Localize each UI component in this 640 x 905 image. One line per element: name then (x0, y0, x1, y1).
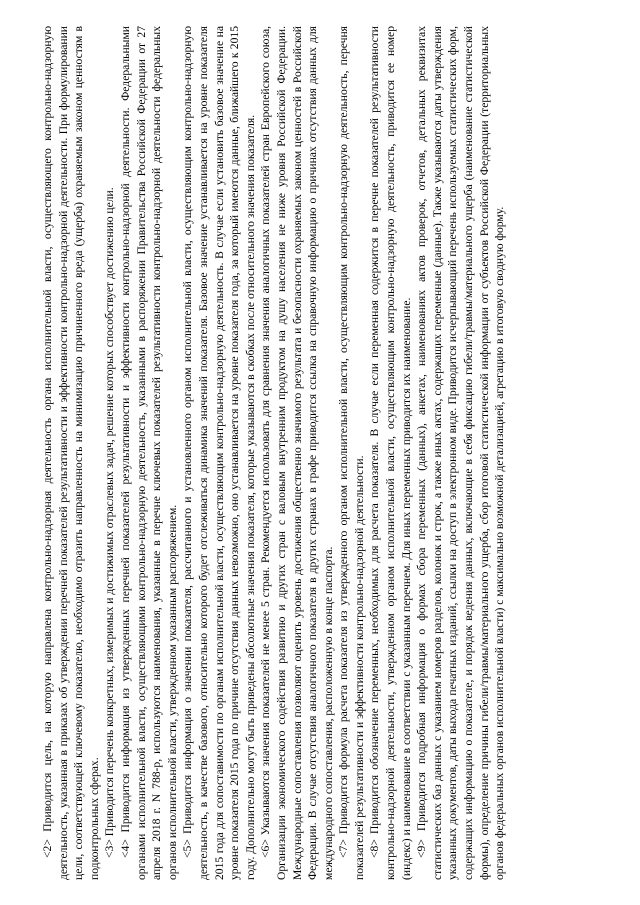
footnote-3: <3> Приводится перечень конкретных, измеримых и достижимых отраслевых задач, решение которых способствует достижению цели. (103, 186, 117, 858)
footnote-6: <6> Указываются значения показателей не менее 5 стран. Рекомендуется использовать для сравнения значения аналогичных показателей стран Европейского союза, Организации экономического содействия развитию и других стран с валовым внутренним продуктом на душу населения не ниже уровня Российской Федерации. Международные сопоставления позволяют оценить уровень достижения общественно значимого результата и безопасности охраняемых законом ценностей в Российской Федерации. В случае отсутствия аналогичного показателя в других странах в графе приводится ссылка на справочную информацию о причинах отсутствия данных для международного сопоставления, расположенную в конце паспорта. (259, 25, 335, 880)
footnote-9: <9> Приводится подробная информация о формах сбора переменных (данных), анкетах, наименованиях актов проверок, отчетов, детальных реквизитах статистических баз данных с указанием номеров разделов, колонок и строк, а также иных актах, содержащих переменные (данные). Также указываются даты утверждения указанных документов, даты выхода печатных изданий, ссылки на доступ в электронном виде. Приводится исчерпывающий перечень используемых статистических форм, содержащих информацию о показателе, и порядок ведения данных, включающие в себя фиксацию гибели/травмы/материального ущерба (наименование статистической формы), определение причины гибели/травмы/материального ущерба, сбор итоговой статистической информации от субъектов Российской Федерации (территориальных органов федеральных органов исполнительной власти) с максимально возможной детализацией, агрегацию в итоговую сводную форму. (415, 25, 507, 880)
footnote-4: <4> Приводится информация из утвержденных перечней показателей результативности и эффективности контрольно-надзорной деятельности. Федеральными органами исполнительной власти, осуществляющими контрольно-надзорную деятельность, указанными в распоряжении Правительства Российской Федерации от 27 апреля 2018 г. N 788-р, используются наименования, указанные в перечне ключевых показателей результативности контрольно-надзорной деятельности федеральных органов исполнительной власти, утвержденном указанным распоряжением. (118, 25, 179, 880)
footnote-7: <7> Приводится формула расчета показателя из утвержденного органом исполнительной власти, осуществляющим контрольно-надзорную деятельность, перечня показателей результативности и эффективности контрольно-надзорной деятельности. (337, 25, 366, 880)
footnote-5: <5> Приводится информация о значении показателя, рассчитанного и установленного органом исполнительной власти, осуществляющим контрольно-надзорную деятельность, в качестве базового, относительно которого будет отслеживаться динамика значений показателя. Базовое значение устанавливается на уровне показателя 2015 года для сопоставимости по органам исполнительной власти, осуществляющим контрольно-надзорную деятельность. В случае если установить базовое значение на уровне показателя 2015 года по причине отсутствия данных невозможно, оно устанавливается на уровне показателя года, за который имеются данные, ближайшего к 2015 году. Дополнительно могут быть приведены абсолютные значения показателя, которые указываются в скобках после относительного значения показателя. (181, 25, 257, 880)
footnote-2: <2> Приводится цель, на которую направлена контрольно-надзорная деятельность органа исполнительной власти, осуществляющего контрольно-надзорную деятельность, указанная в приказах об утверждении перечней показателей результативности и эффективности контрольно-надзорной деятельности. При формулировании цели, соответствующей ключевому показателю, необходимо отразить направленность на минимизацию причиненного вреда (ущерба) охраняемым законом ценностям в подконтрольных сферах. (41, 25, 101, 880)
rotated-document-page (40, 24, 600, 882)
footnote-8: <8> Приводится обозначение переменных, необходимых для расчета показателя. В случае если переменная содержится в перечне показателей результативности контрольно-надзорной деятельности, утвержденном органом исполнительной власти, осуществляющим контрольно-надзорную деятельность, приводится ее номер (индекс) и наименование в соответствии с указанным перечнем. Для иных переменных приводится их наименование. (368, 25, 413, 880)
